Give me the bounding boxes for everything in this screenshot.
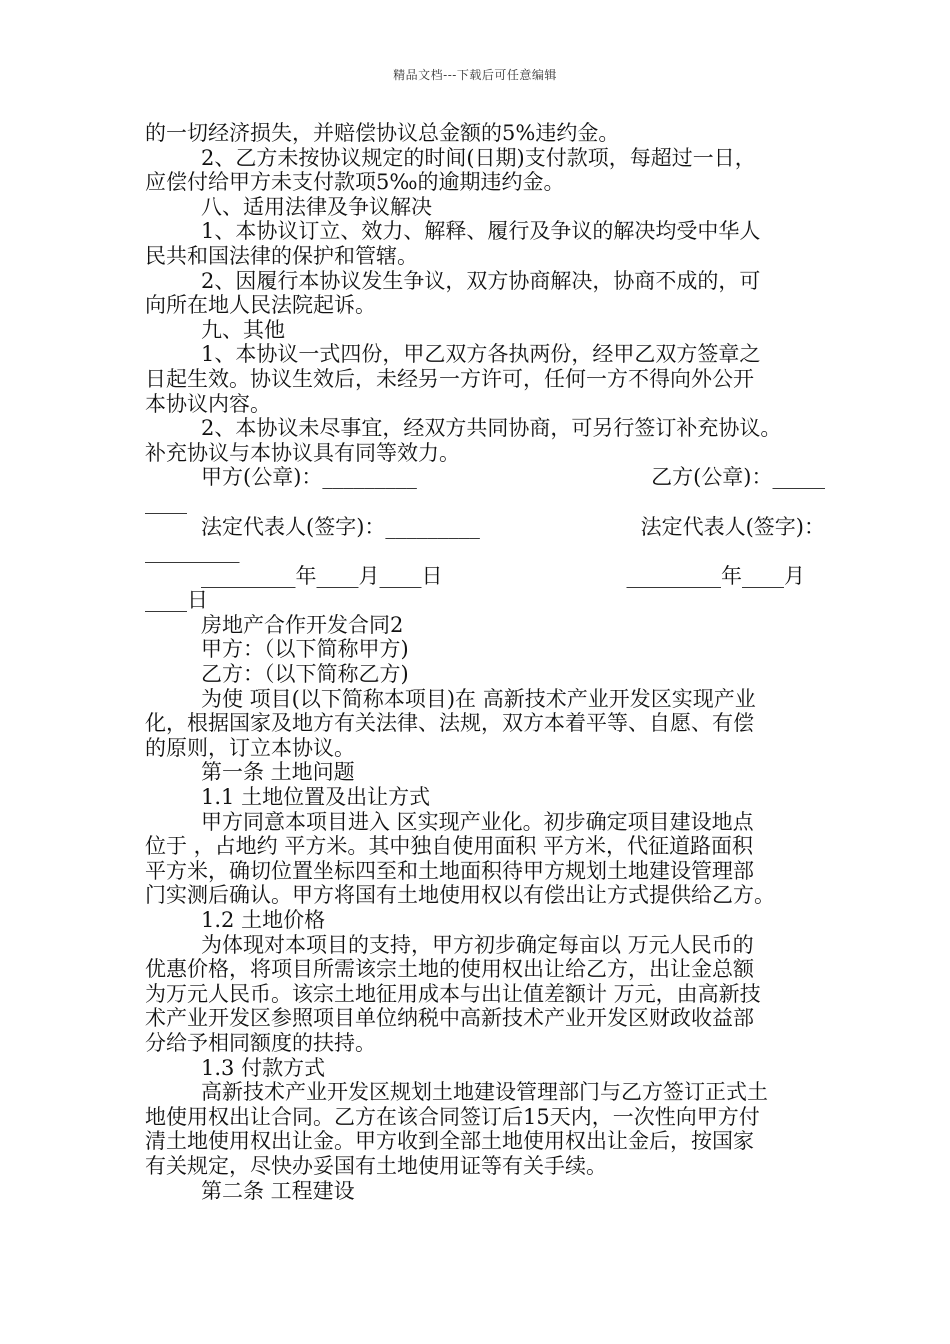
text-line: 高新技术产业开发区规划土地建设管理部门与乙方签订正式土	[201, 1080, 768, 1105]
subsection-heading: 1.3 付款方式	[201, 1055, 326, 1080]
article-heading: 第一条 土地问题	[201, 760, 355, 785]
article-heading: 第二条 工程建设	[201, 1178, 355, 1203]
subsection-heading: 1.2 土地价格	[201, 908, 326, 932]
text-line: 1、本协议订立、效力、解释、履行及争议的解决均受中华人	[201, 219, 761, 244]
signature-seal-row	[145, 465, 825, 490]
text-line: 优惠价格，将项目所需该宗土地的使用权出让给乙方，出让金总额	[145, 957, 754, 982]
text-line: 的一切经济损失，并赔偿协议总金额的5%违约金。	[145, 121, 620, 145]
party-a-line: 甲方：（以下简称甲方)	[201, 637, 409, 662]
text-line: 为万元人民币。该宗土地征用成本与出让值差额计 万元，由高新技	[145, 981, 761, 1006]
party-b-date-continued: ____日	[145, 588, 208, 613]
contract-title: 房地产合作开发合同2	[201, 612, 404, 637]
text-line: 应偿付给甲方未支付款项5‰的逾期违约金。	[145, 170, 565, 195]
party-b-representative: 法定代表人(签字)：	[640, 514, 825, 539]
text-line: 地使用权出让合同。乙方在该合同签订后15天内，一次性向甲方付	[145, 1104, 760, 1129]
text-line: 1、本协议一式四份，甲乙双方各执两份，经甲乙双方签章之	[201, 342, 761, 367]
party-a-representative: 法定代表人(签字)：_________	[201, 514, 480, 539]
document-body	[145, 121, 825, 1203]
text-line: 2、因履行本协议发生争议，双方协商解决，协商不成的，可	[201, 268, 761, 293]
text-line: 清土地使用权出让金。甲方收到全部土地使用权出让金后，按国家	[145, 1129, 754, 1154]
text-line: 位于 ，占地约 平方米。其中独自使用面积 平方米，代征道路面积	[145, 834, 754, 859]
party-a-date: _________年____月____日	[201, 563, 443, 588]
text-line: 向所在地人民法院起诉。	[145, 293, 376, 318]
page-header: 精品文档---下载后可任意编辑	[393, 68, 557, 82]
text-line: 2、乙方未按协议规定的时间(日期)支付款项，每超过一日，	[201, 145, 756, 170]
text-line: 化，根据国家及地方有关法律、法规，双方本着平等、自愿、有偿	[145, 711, 754, 736]
text-line: 术产业开发区参照项目单位纳税中高新技术产业开发区财政收益部	[145, 1006, 754, 1031]
text-line: 分给予相同额度的扶持。	[145, 1030, 376, 1055]
text-line: 民共和国法律的保护和管辖。	[145, 243, 418, 268]
party-b-line: 乙方：（以下简称乙方)	[201, 662, 409, 687]
party-b-date: _________年____月	[626, 563, 805, 588]
text-line: 补充协议与本协议具有同等效力。	[145, 440, 460, 465]
party-a-seal: 甲方(公章)：_________	[201, 465, 417, 490]
text-line: 为使 项目(以下简称本项目)在 高新技术产业开发区实现产业	[201, 686, 756, 711]
section-heading: 八、适用法律及争议解决	[201, 194, 432, 219]
signature-rep-row	[145, 515, 825, 540]
text-line: 的原则，订立本协议。	[145, 735, 355, 760]
text-line: 有关规定，尽快办妥国有土地使用证等有关手续。	[145, 1153, 607, 1178]
section-heading: 九、其他	[201, 317, 285, 342]
text-line: 2、本协议未尽事宜，经双方共同协商，可另行签订补充协议。	[201, 416, 782, 441]
text-line: 门实测后确认。甲方将国有土地使用权以有偿出让方式提供给乙方。	[145, 883, 775, 908]
text-line: 甲方同意本项目进入 区实现产业化。初步确定项目建设地点	[201, 809, 754, 834]
party-b-seal: 乙方(公章)：_____	[651, 465, 825, 490]
text-line: 为体现对本项目的支持，甲方初步确定每亩以 万元人民币的	[201, 932, 754, 957]
text-line: 平方米，确切位置坐标四至和土地面积待甲方规划土地建设管理部	[145, 858, 754, 883]
party-b-representative-continued: _________	[145, 539, 240, 564]
subsection-heading: 1.1 土地位置及出让方式	[201, 785, 431, 810]
signature-date-row	[145, 564, 825, 589]
text-line: 日起生效。协议生效后，未经另一方许可，任何一方不得向外公开	[145, 366, 754, 391]
text-line: 本协议内容。	[145, 391, 271, 416]
party-b-seal-continued: ____	[145, 489, 187, 514]
